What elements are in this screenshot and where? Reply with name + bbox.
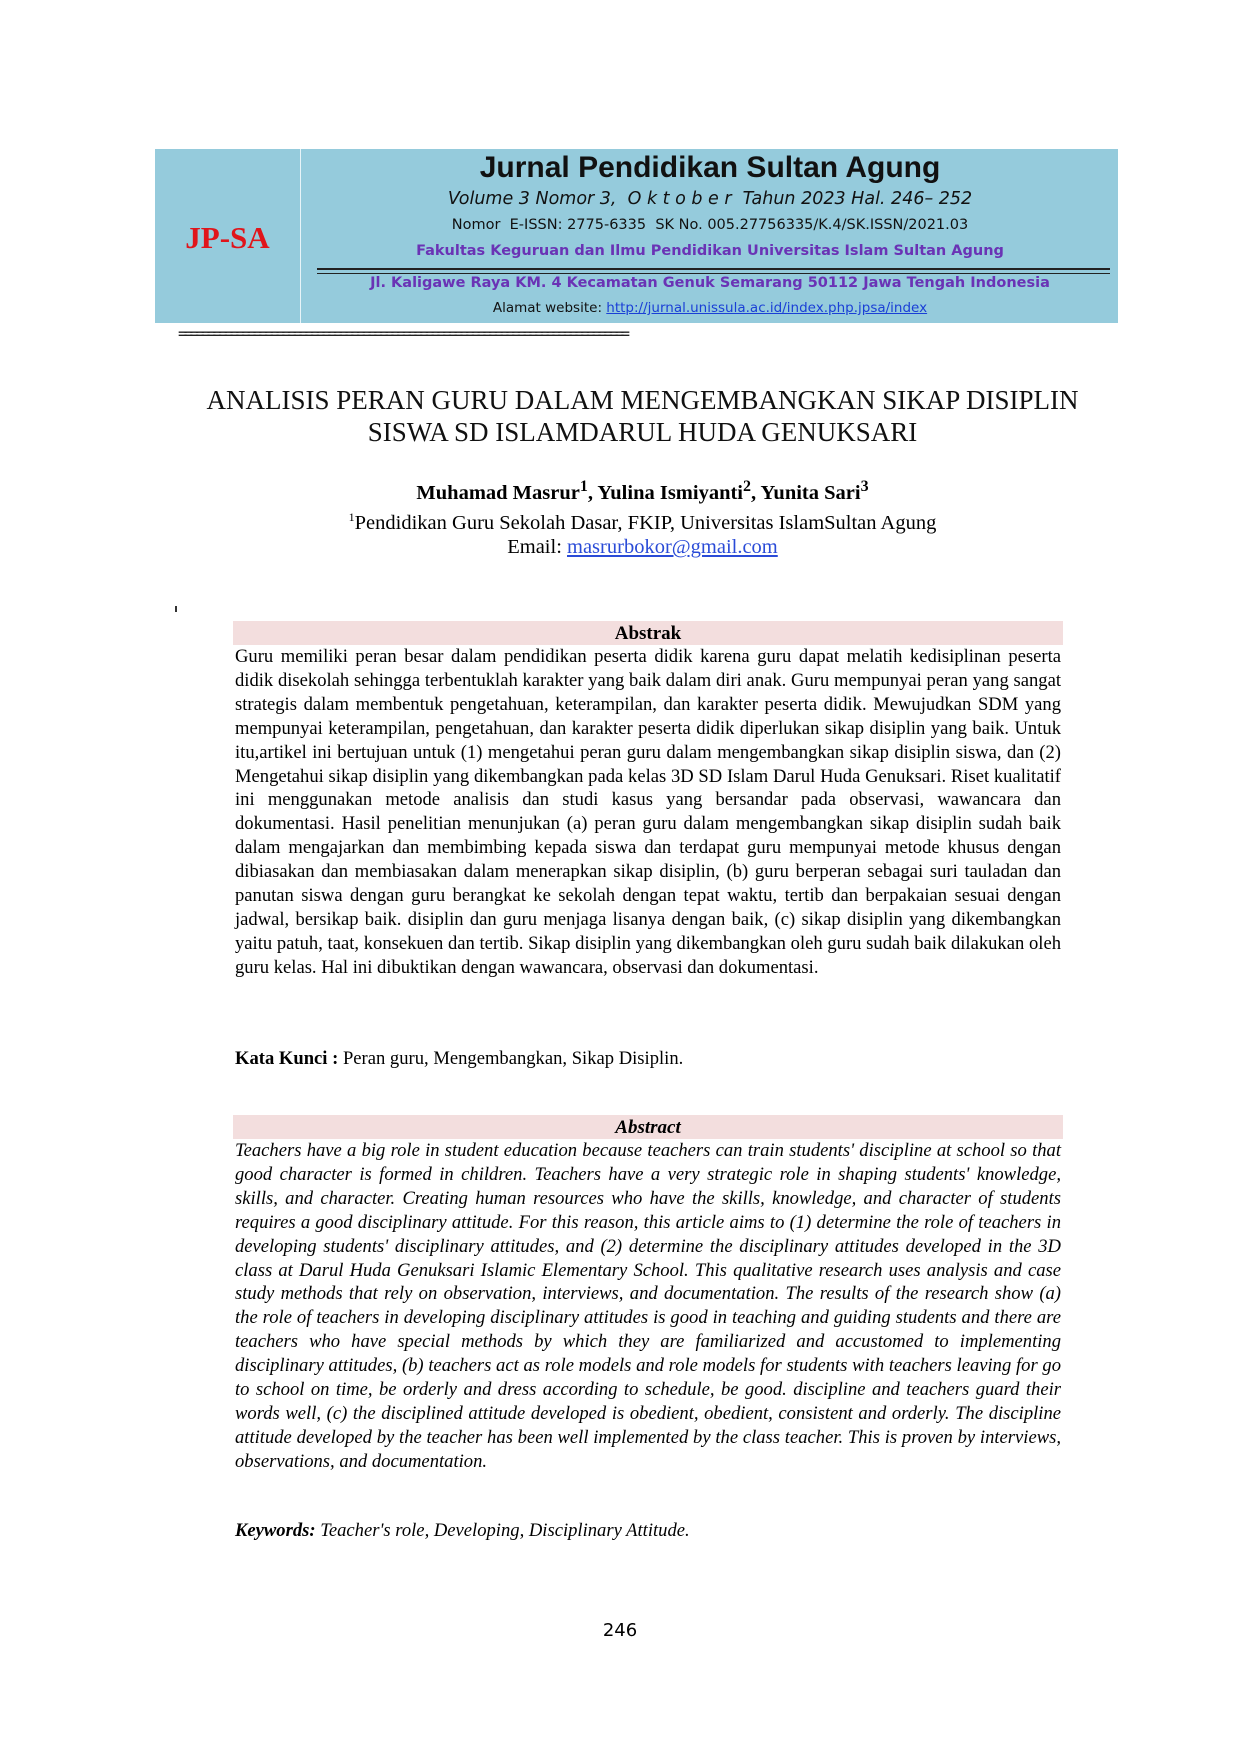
- author-2-sup: 2: [743, 478, 751, 495]
- website-link[interactable]: http://jurnal.unissula.ac.id/index.php.jpsa/index: [606, 300, 928, 316]
- journal-info: [302, 149, 1118, 323]
- author-1-sup: 1: [579, 478, 588, 495]
- affiliation-sup: 1: [348, 510, 355, 524]
- author-2: , Yulina Ismiyanti: [587, 481, 743, 504]
- website-label: Alamat website:: [492, 300, 607, 316]
- affiliation-text: Pendidikan Guru Sekolah Dasar, FKIP, Universitas IslamSultan Agung: [354, 511, 937, 534]
- kata-kunci: [235, 1048, 1061, 1070]
- journal-title: Jurnal Pendidikan Sultan Agung: [479, 151, 941, 184]
- journal-address: Jl. Kaligawe Raya KM. 4 Kecamatan Genuk Semarang 50112 Jawa Tengah Indonesia: [370, 275, 1050, 291]
- paper-title: [150, 384, 1135, 448]
- author-3-sup: 3: [860, 478, 869, 495]
- paper-title-line-1: ANALISIS PERAN GURU DALAM MENGEMBANGKAN SIKAP DISIPLIN: [206, 385, 1079, 415]
- journal-header: [155, 149, 1118, 323]
- paper-title-line-2: SISWA SD ISLAMDARUL HUDA GENUKSARI: [367, 417, 918, 447]
- author-list: [150, 478, 1135, 505]
- author-3: , Yunita Sari: [751, 481, 861, 504]
- stray-mark: [175, 606, 177, 612]
- kata-kunci-label: Kata Kunci :: [235, 1048, 343, 1069]
- email-label: Email:: [507, 536, 568, 558]
- abstrak-body: Guru memiliki peran besar dalam pendidikan peserta didik karena guru dapat melatih kedisiplinan peserta didik disekolah sehingga terbentuklah karakter yang baik dalam diri anak. Guru mempunyai peran yang sangat strategis dalam membentuk pengetahuan, keterampilan, dan karakter peserta didik. Mewujudkan SDM yang mempunyai keterampilan, pengetahuan, dan karakter peserta didik diperlukan sikap disiplin yang baik. Untuk itu,artikel ini bertujuan untuk (1) mengetahui peran guru dalam mengembangkan sikap disiplin siswa, dan (2) Mengetahui sikap disiplin yang dikembangkan pada kelas 3D SD Islam Darul Huda Genuksari. Riset kualitatif ini menggunakan metode analisis dan studi kasus yang bersandar pada observasi, wawancara dan dokumentasi. Hasil penelitian menunjukan (a) peran guru dalam mengembangkan sikap disiplin sudah baik dalam mengajarkan dan membimbing kepada siswa dan terdapat guru mempunyai metode khusus dengan dibiasakan dan membiasakan dalam menerapkan sikap disiplin, (b) guru berperan sebagai suri tauladan dan panutan siswa dengan guru berangkat ke sekolah dengan tepat waktu, tertib dan berpakaian sesuai dengan jadwal, bersikap baik. disiplin dan guru menjaga lisanya dengan baik, (c) sikap disiplin yang dikembangkan yaitu patuh, taat, konsekuen dan tertib. Sikap disiplin yang dikembangkan oleh guru sudah baik dilakukan oleh guru kelas. Hal ini dibuktikan dengan wawancara, observasi dan dokumentasi.: [235, 646, 1061, 978]
- email-link[interactable]: masrurbokor@gmail.com: [567, 536, 778, 558]
- journal-logo: JP-SA: [185, 220, 270, 255]
- page-number: 246: [602, 1620, 638, 1641]
- journal-issn: Nomor E-ISSN: 2775-6335 SK No. 005.27756335/K.4/SK.ISSN/2021.03: [451, 217, 969, 233]
- keywords: [235, 1520, 1061, 1542]
- journal-logo-box: [155, 149, 301, 323]
- abstract-body: Teachers have a big role in student education because teachers can train students' discipline at school so that good character is formed in children. Teachers have a very strategic role in shaping students' knowledge, skills, and character. Creating human resources who have the skills, knowledge, and character of students requires a good disciplinary attitude. For this reason, this article aims to (1) determine the role of teachers in developing students' disciplinary attitudes, and (2) determine the disciplinary attitudes developed in the 3D class at Darul Huda Genuksari Islamic Elementary School. This qualitative research uses analysis and case study methods that rely on observation, interviews, and documentation. The results of the research show (a) the role of teachers in developing disciplinary attitudes is good in teaching and guiding students and there are teachers who have special methods by which they are familiarized and accustomed to implementing disciplinary attitudes, (b) teachers act as role models and role models for students with teachers leaving for go to school on time, be orderly and dress according to schedule, be good. discipline and teachers guard their words well, (c) the disciplined attitude developed is obedient, obedient, consistent and orderly. The discipline attitude developed by the teacher has been well implemented by the class teacher. This is proven by interviews, observations, and documentation.: [235, 1140, 1061, 1472]
- email-line: [150, 536, 1135, 559]
- affiliation: [150, 510, 1135, 535]
- abstract-heading: Abstract: [233, 1115, 1063, 1139]
- keywords-label: Keywords:: [235, 1520, 321, 1541]
- header-rule-thin: [317, 273, 1110, 274]
- author-1: Muhamad Masrur: [416, 481, 580, 504]
- separator-line: ==============================================================================: [178, 325, 627, 343]
- keywords-text: Teacher's role, Developing, Disciplinary Attitude.: [320, 1520, 690, 1541]
- journal-volume: Volume 3 Nomor 3, O k t o b e r Tahun 2023 Hal. 246– 252: [447, 189, 973, 209]
- journal-website: [302, 300, 1118, 316]
- abstrak-heading: Abstrak: [233, 621, 1063, 645]
- journal-faculty: Fakultas Keguruan dan Ilmu Pendidikan Universitas Islam Sultan Agung: [416, 243, 1004, 259]
- header-rule-thick: [317, 268, 1110, 270]
- kata-kunci-text: Peran guru, Mengembangkan, Sikap Disiplin.: [342, 1048, 684, 1069]
